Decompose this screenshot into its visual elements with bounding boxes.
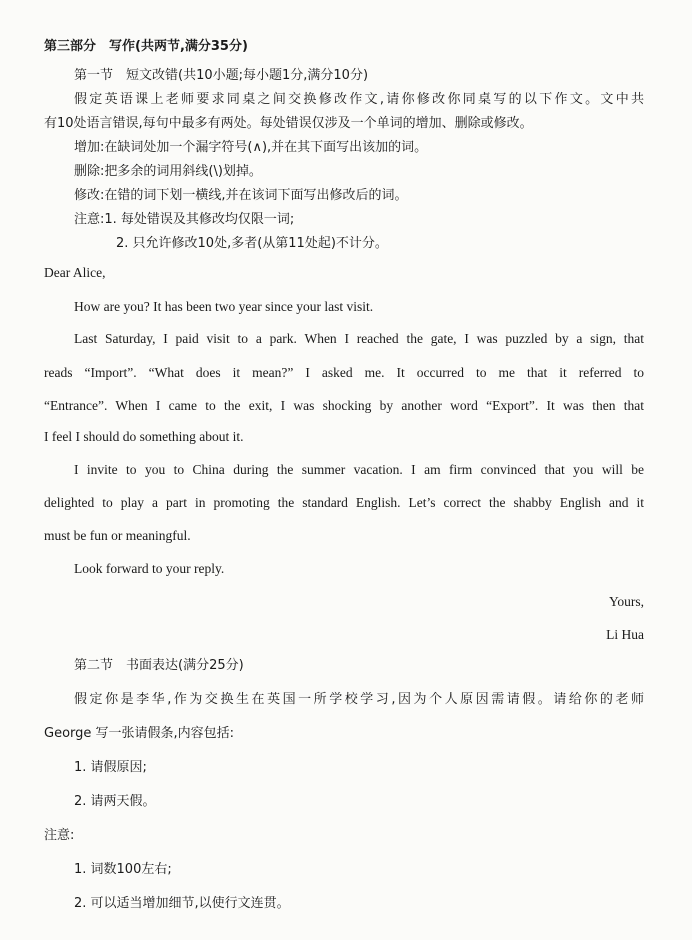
section2-note2: 2. 可以适当增加细节,以使行文连贯。 <box>74 896 290 911</box>
letter-paragraph4: Look forward to your reply. <box>74 561 225 576</box>
letter-p3-line3: must be fun or meaningful. <box>44 528 191 543</box>
rule-modify: 修改:在错的词下划一横线,并在该词下面写出修改后的词。 <box>74 188 408 203</box>
section2-prompt-line1: 假定你是李华,作为交换生在英国一所学校学习,因为个人原因需请假。请给你的老师 <box>74 692 644 707</box>
rule-add: 增加:在缺词处加一个漏字符号(∧),并在其下面写出该加的词。 <box>74 140 428 155</box>
letter-p2-line2: reads “Import”. “What does it mean?” I asked me. It occurred to me that it referred to <box>44 365 644 380</box>
section2-note-label: 注意: <box>44 828 75 843</box>
section2-note1: 1. 词数100左右; <box>74 862 172 877</box>
section2-item1: 1. 请假原因; <box>74 760 147 775</box>
section2-item2: 2. 请两天假。 <box>74 794 156 809</box>
part3-title: 第三部分 写作(共两节,满分35分) <box>44 39 248 54</box>
letter-signature: Li Hua <box>606 627 644 642</box>
section2-title: 第二节 书面表达(满分25分) <box>74 658 244 673</box>
rule-delete: 删除:把多余的词用斜线(\)划掉。 <box>74 164 262 179</box>
letter-p3-line1: I invite to you to China during the summer vacation. I am firm convinced that you will be <box>74 462 644 477</box>
letter-p2-line4: I feel I should do something about it. <box>44 429 244 444</box>
section2-prompt-line2: George 写一张请假条,内容包括: <box>44 726 235 741</box>
note-2: 2. 只允许修改10处,多者(从第11处起)不计分。 <box>116 236 388 251</box>
letter-closing: Yours, <box>608 594 644 609</box>
section1-title: 第一节 短文改错(共10小题;每小题1分,满分10分) <box>74 68 369 83</box>
letter-p2-line3: “Entrance”. When I came to the exit, I was shocking by another word “Export”. It was then that <box>44 398 644 413</box>
letter-paragraph1: How are you? It has been two year since your last visit. <box>74 299 374 314</box>
letter-p3-line2: delighted to play a part in promoting the standard English. Let’s correct the shabby English and it <box>44 495 644 510</box>
letter-p2-line1: Last Saturday, I paid visit to a park. When I reached the gate, I was puzzled by a sign, that <box>74 331 644 346</box>
letter-salutation: Dear Alice, <box>44 265 106 280</box>
note-1: 注意:1. 每处错误及其修改均仅限一词; <box>74 212 295 227</box>
section1-instruction-line1: 假定英语课上老师要求同桌之间交换修改作文,请你修改你同桌写的以下作文。文中共 <box>74 92 644 107</box>
section1-instruction-line2: 有10处语言错误,每句中最多有两处。每处错误仅涉及一个单词的增加、删除或修改。 <box>44 116 533 131</box>
